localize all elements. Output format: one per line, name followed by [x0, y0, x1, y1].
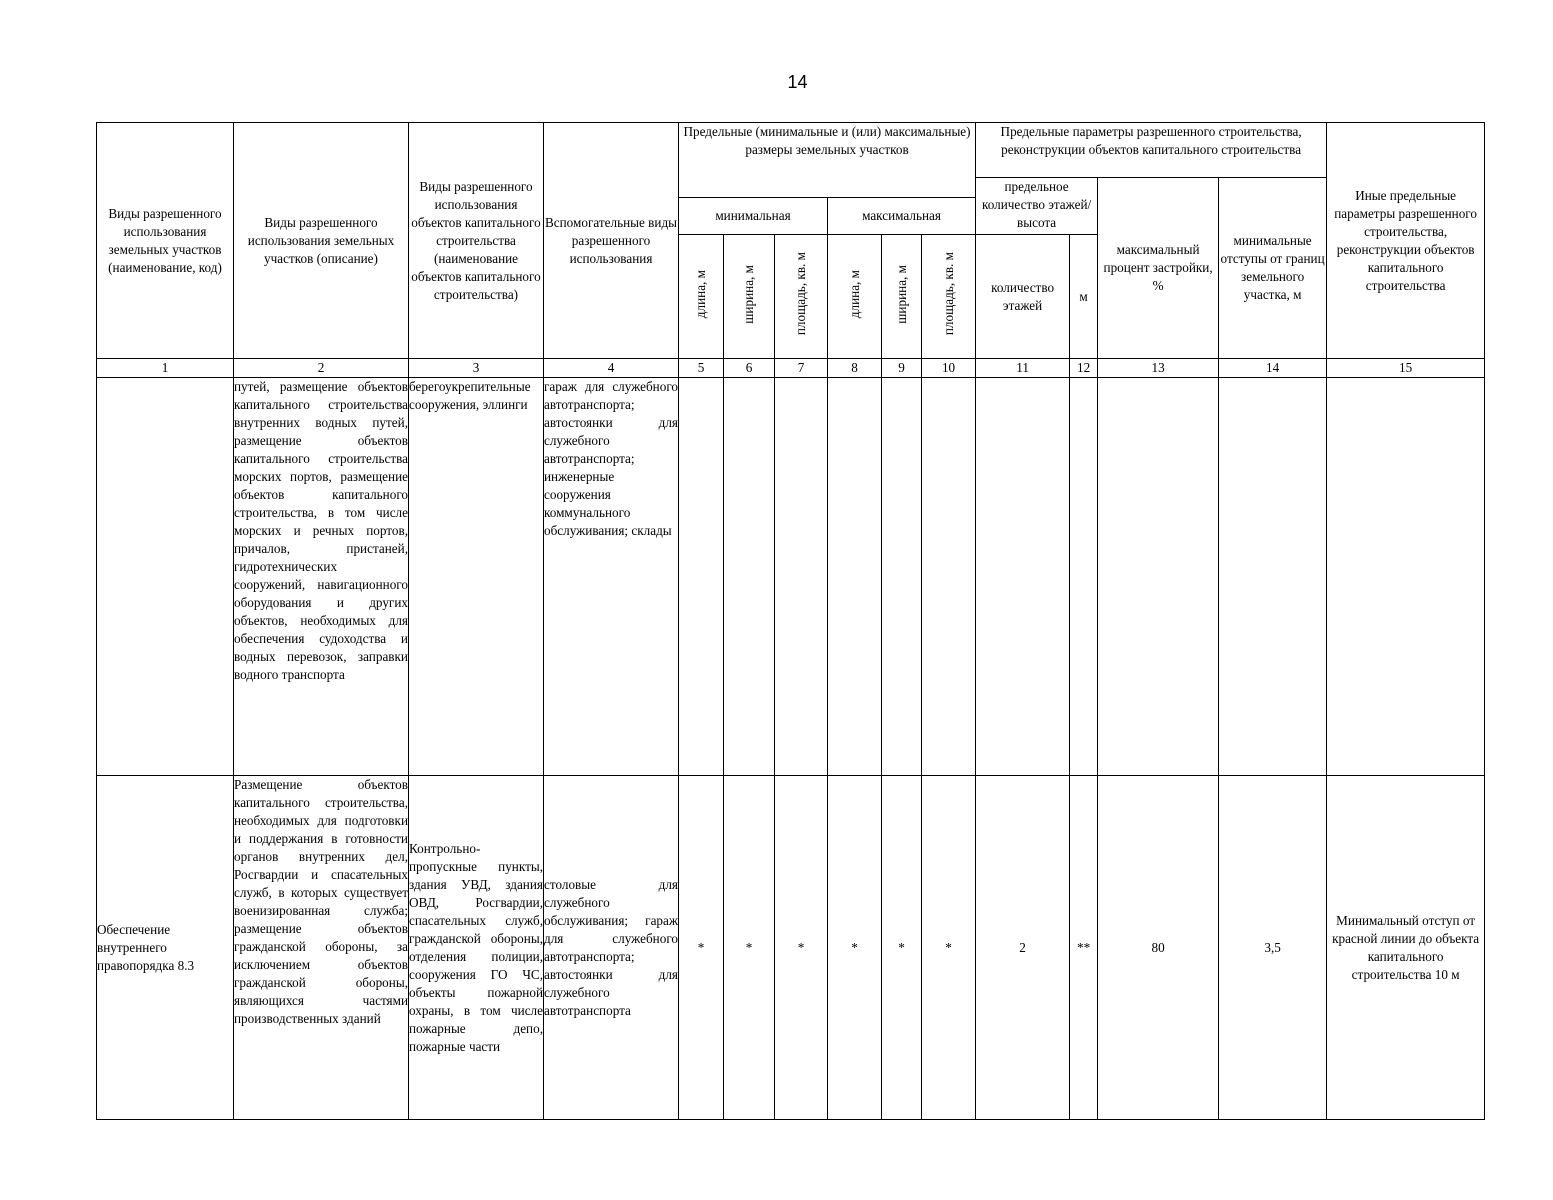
header-col2: Виды разрешенного использования земельных участков (описание) [234, 123, 409, 359]
header-col11: количество этажей [976, 235, 1070, 359]
cell-max-width: * [882, 776, 922, 1120]
cell-max-length [828, 378, 882, 776]
cell-min-length [679, 378, 724, 776]
cell-height-m: ** [1070, 776, 1098, 1120]
cell-min-width [724, 378, 775, 776]
cell-max-build-percent: 80 [1098, 776, 1219, 1120]
cell-min-area [775, 378, 828, 776]
column-number: 9 [882, 359, 922, 378]
column-number-row [97, 359, 1485, 378]
cell-land-use-description: путей, размещение объектов капитального строительства внутренних водных путей, размещение объектов капитального строительства морских портов, размещение объектов капитального строительства, в том числе морских и речных портов, причалов, пристаней, гидротехнических сооружений, навигационного оборудования и других объектов, необходимых для обеспечения судоходства и водных перевозок, заправки водного транспорта [234, 378, 409, 776]
table-row [97, 776, 1485, 1120]
cell-auxiliary-uses: гараж для служебного автотранспорта; автостоянки для служебного автотранспорта; инженерные сооружения коммунального обслуживания; склады [544, 378, 679, 776]
column-number: 2 [234, 359, 409, 378]
cell-land-use-name: Обеспечение внутреннего правопорядка 8.3 [97, 776, 234, 1120]
cell-height-m [1070, 378, 1098, 776]
cell-floors [976, 378, 1070, 776]
cell-max-build-percent [1098, 378, 1219, 776]
column-number: 4 [544, 359, 679, 378]
header-col15: Иные предельные параметры разрешенного строительства, реконструкции объектов капитального строительства [1327, 123, 1485, 359]
header-col4: Вспомогательные виды разрешенного использования [544, 123, 679, 359]
header-col12: м [1070, 235, 1098, 359]
cell-land-use-description: Размещение объектов капитального строительства, необходимых для подготовки и поддержания в готовности органов внутренних дел, Росгвардии и спасательных служб, в которых существует военизированная служба; размещение объектов гражданской обороны, за исключением объектов гражданской обороны, являющихся частями производственных зданий [234, 776, 409, 1120]
column-number: 8 [828, 359, 882, 378]
cell-capital-objects: берегоукрепительные сооружения, эллинги [409, 378, 544, 776]
header-plot-sizes: Предельные (минимальные и (или) максимальные) размеры земельных участков [679, 123, 976, 198]
header-build-params: Предельные параметры разрешенного строительства, реконструкции объектов капитального строительства [976, 123, 1327, 178]
cell-other-params [1327, 378, 1485, 776]
column-number: 7 [775, 359, 828, 378]
column-number: 13 [1098, 359, 1219, 378]
header-col1: Виды разрешенного использования земельных участков (наименование, код) [97, 123, 234, 359]
cell-capital-objects: Контрольно-пропускные пункты, здания УВД, здания ОВД, Росгвардии, спасательных служб, гражданской обороны, отделения полиции, сооружения ГО ЧС, объекты пожарной охраны, в том числе пожарные депо, пожарные части [409, 776, 544, 1120]
cell-max-area: * [922, 776, 976, 1120]
cell-land-use-name [97, 378, 234, 776]
column-number: 12 [1070, 359, 1098, 378]
header-col10: площадь, кв. м [940, 252, 956, 336]
zoning-regulations-table [96, 122, 1485, 1120]
cell-max-length: * [828, 776, 882, 1120]
header-col3: Виды разрешенного использования объектов капитального строительства (наименование объектов капитального строительства) [409, 123, 544, 359]
cell-min-length: * [679, 776, 724, 1120]
header-col9: ширина, м [893, 264, 909, 324]
header-col7: площадь, кв. м [793, 252, 808, 336]
cell-min-setback [1219, 378, 1327, 776]
cell-min-area: * [775, 776, 828, 1120]
header-row-1 [97, 123, 1485, 178]
header-col14: минимальные отступы от границ земельного участка, м [1219, 178, 1327, 359]
column-number: 15 [1327, 359, 1485, 378]
header-minimal: минимальная [679, 198, 828, 235]
cell-max-width [882, 378, 922, 776]
cell-auxiliary-uses: столовые для служебного обслуживания; гараж для служебного автотранспорта; автостоянки для служебного автотранспорта [544, 776, 679, 1120]
header-col8: длина, м [846, 269, 862, 319]
header-col6: ширина, м [741, 264, 756, 324]
column-number: 3 [409, 359, 544, 378]
column-number: 1 [97, 359, 234, 378]
column-number: 11 [976, 359, 1070, 378]
header-maximal: максимальная [828, 198, 976, 235]
cell-min-width: * [724, 776, 775, 1120]
column-number: 6 [724, 359, 775, 378]
table-row [97, 378, 1485, 776]
page-number: 14 [787, 72, 808, 92]
header-col5: длина, м [693, 269, 708, 319]
cell-other-params: Минимальный отступ от красной линии до объекта капитального строительства 10 м [1327, 776, 1485, 1120]
column-number: 5 [679, 359, 724, 378]
header-col13: максимальный процент застройки, % [1098, 178, 1219, 359]
cell-min-setback: 3,5 [1219, 776, 1327, 1120]
column-number: 10 [922, 359, 976, 378]
cell-max-area [922, 378, 976, 776]
column-number: 14 [1219, 359, 1327, 378]
header-floors-height: предельное количество этажей/высота [976, 178, 1098, 235]
cell-floors: 2 [976, 776, 1070, 1120]
